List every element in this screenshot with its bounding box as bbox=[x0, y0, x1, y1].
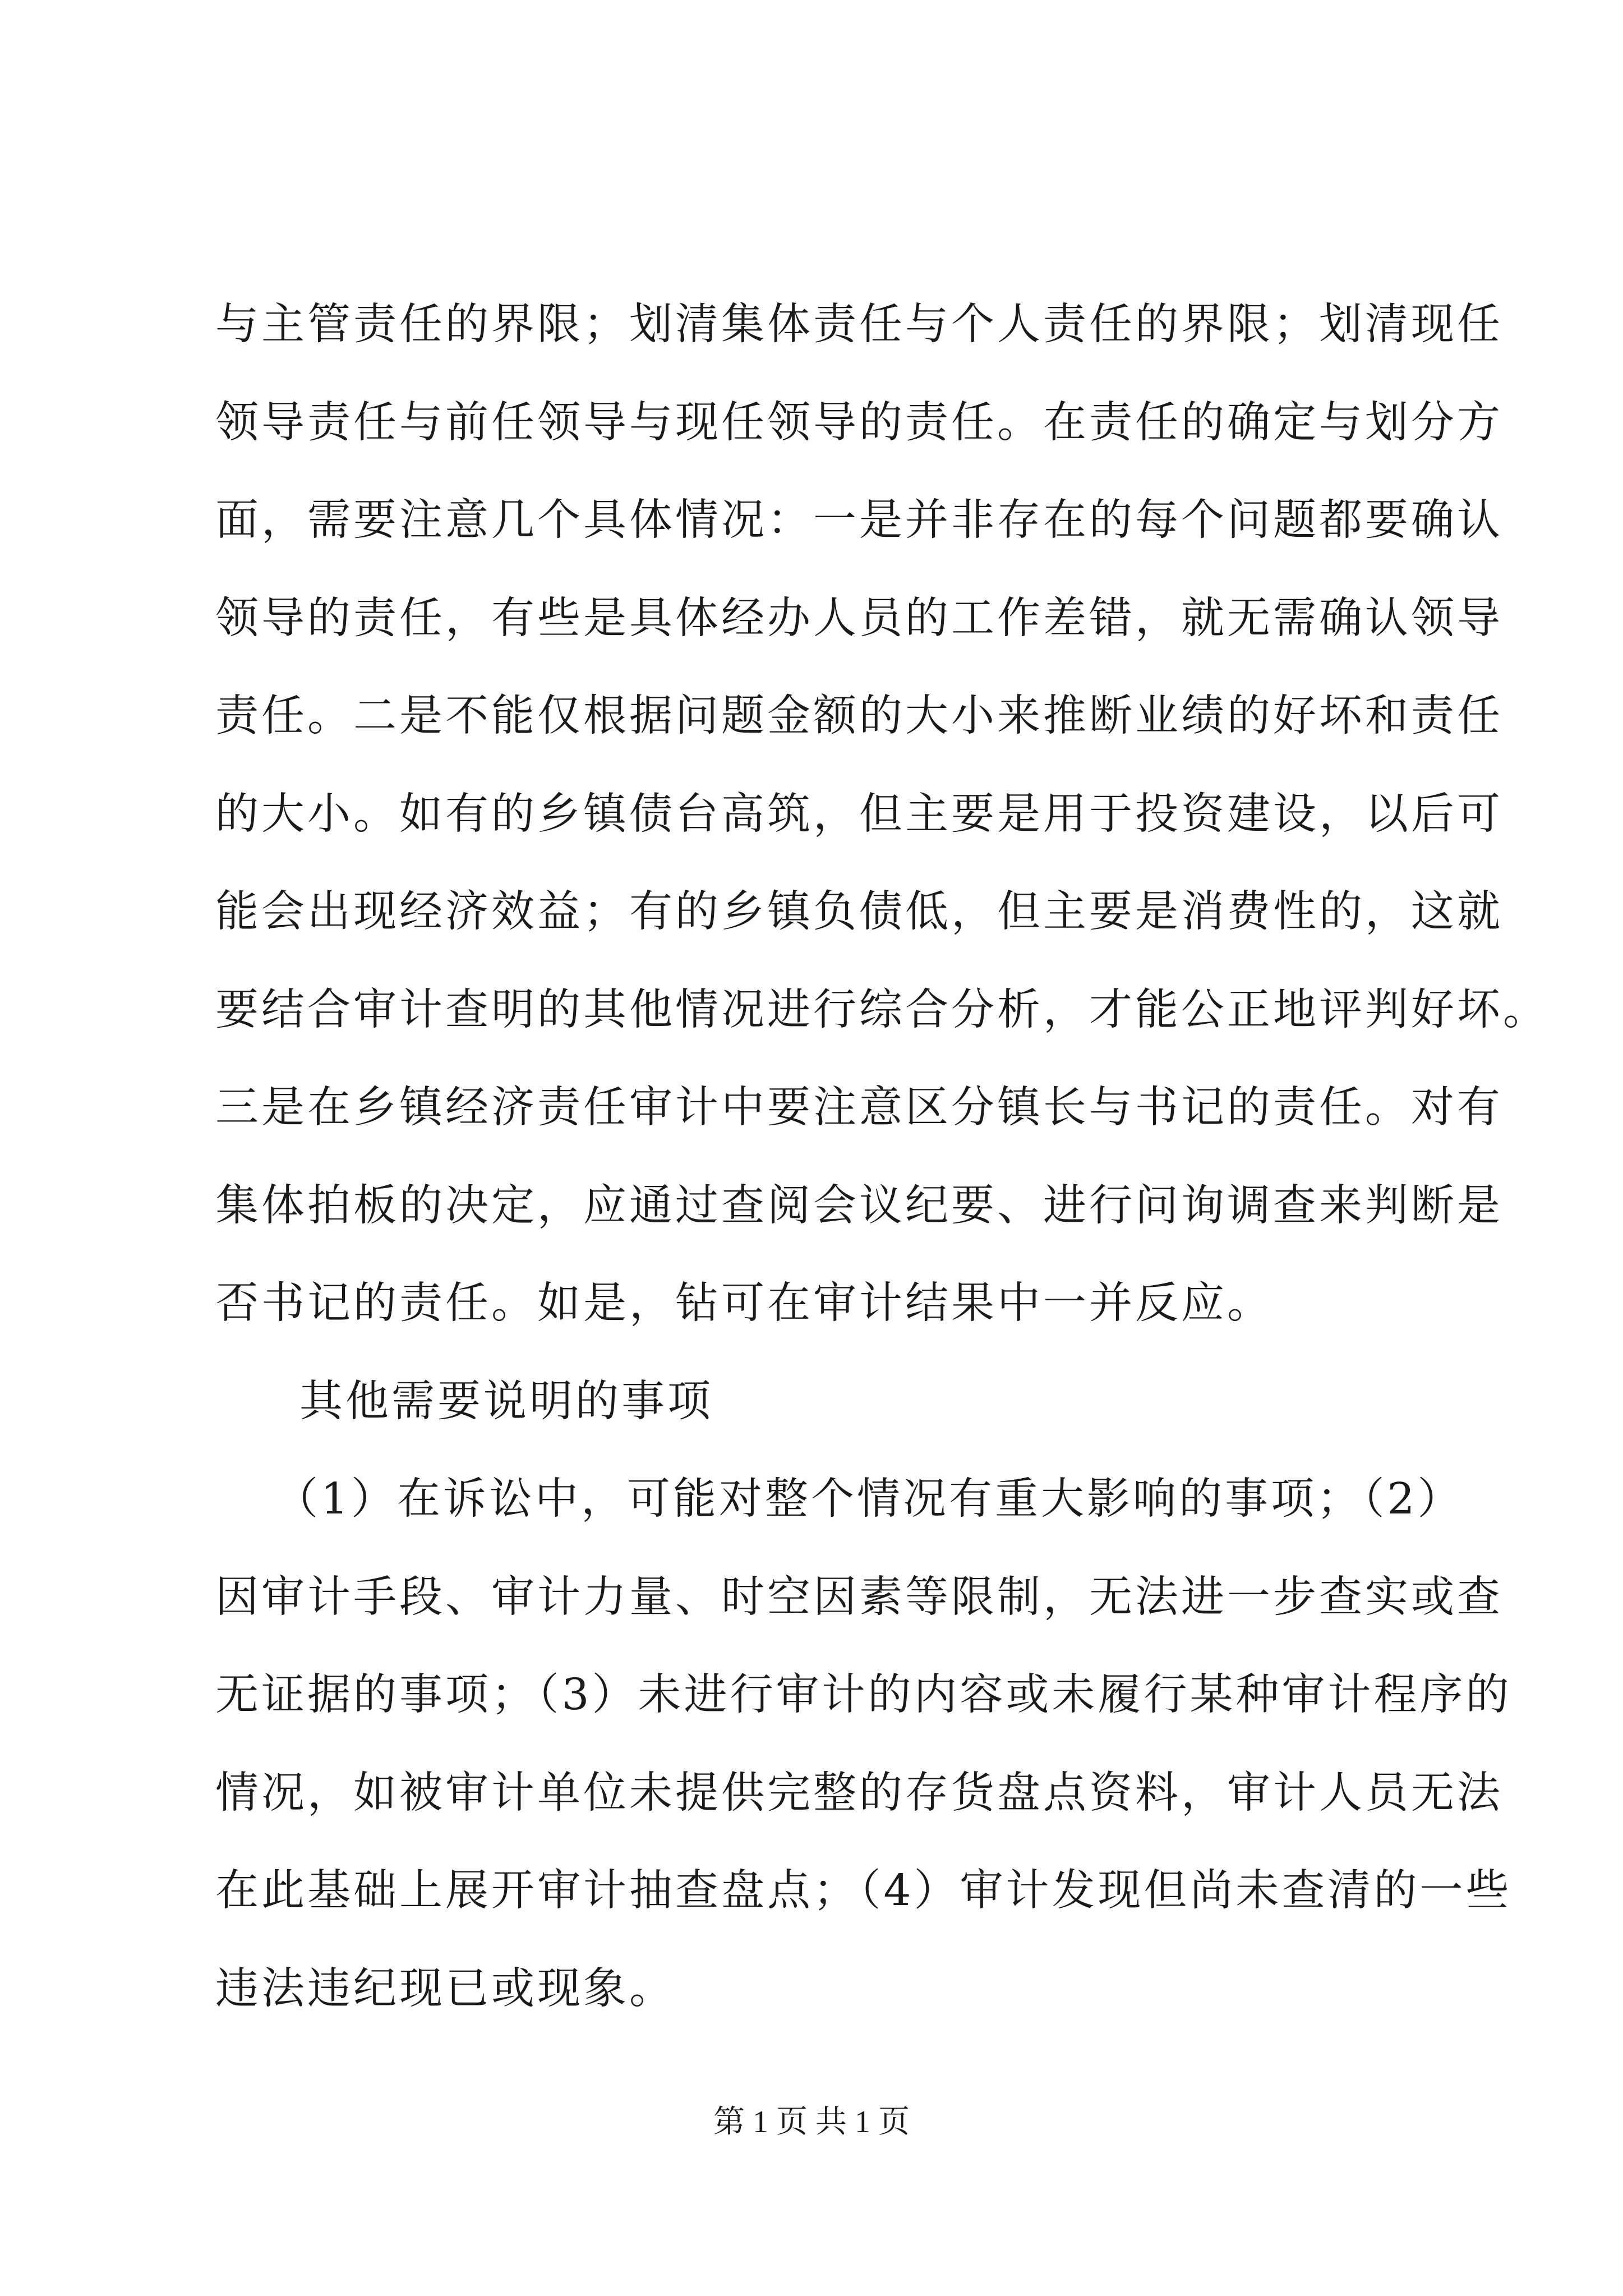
paragraph-line: 情况，如被审计单位未提供完整的存货盘点资料，审计人员无法 bbox=[215, 1768, 1503, 1818]
paragraph-line: 无证据的事项；（3）未进行审计的内容或未履行某种审计程序的 bbox=[215, 1670, 1512, 1720]
paragraph-line: 集体拍板的决定，应通过查阅会议纪要、进行问询调查来判断是 bbox=[215, 1180, 1503, 1231]
paragraph-line: （1）在诉讼中，可能对整个情况有重大影响的事项；（2） bbox=[275, 1474, 1464, 1524]
paragraph-line: 领导责任与前任领导与现任领导的责任。在责任的确定与划分方 bbox=[215, 397, 1503, 448]
paragraph-line: 领导的责任，有些是具体经办人员的工作差错，就无需确认领导 bbox=[215, 593, 1503, 643]
paragraph-line: 违法违纪现已或现象。 bbox=[215, 1963, 675, 2014]
section-heading: 其他需要说明的事项 bbox=[299, 1376, 713, 1427]
paragraph-line: 否书记的责任。如是，钻可在审计结果中一并反应。 bbox=[215, 1278, 1273, 1328]
paragraph-line: 要结合审计查明的其他情况进行综合分析，才能公正地评判好坏。 bbox=[215, 984, 1549, 1035]
paragraph-line: 三是在乡镇经济责任审计中要注意区分镇长与书记的责任。对有 bbox=[215, 1083, 1503, 1133]
paragraph-line: 面，需要注意几个具体情况：一是并非存在的每个问题都要确认 bbox=[215, 495, 1503, 545]
body-text bbox=[215, 276, 1549, 2038]
paragraph-line: 的大小。如有的乡镇债台高筑，但主要是用于投资建设，以后可 bbox=[215, 789, 1503, 839]
paragraph-line: 能会出现经济效益；有的乡镇负债低，但主要是消费性的，这就 bbox=[215, 887, 1503, 937]
page-footer: 第 1 页 共 1 页 bbox=[713, 2105, 910, 2139]
paragraph-line: 责任。二是不能仅根据问题金额的大小来推断业绩的好坏和责任 bbox=[215, 691, 1503, 741]
paragraph-line: 因审计手段、审计力量、时空因素等限制，无法进一步查实或查 bbox=[215, 1572, 1503, 1622]
paragraph-line: 在此基础上展开审计抽查盘点；（4）审计发现但尚未查清的一些 bbox=[215, 1866, 1512, 1916]
paragraph-line: 与主管责任的界限；划清集体责任与个人责任的界限；划清现任 bbox=[215, 300, 1503, 349]
